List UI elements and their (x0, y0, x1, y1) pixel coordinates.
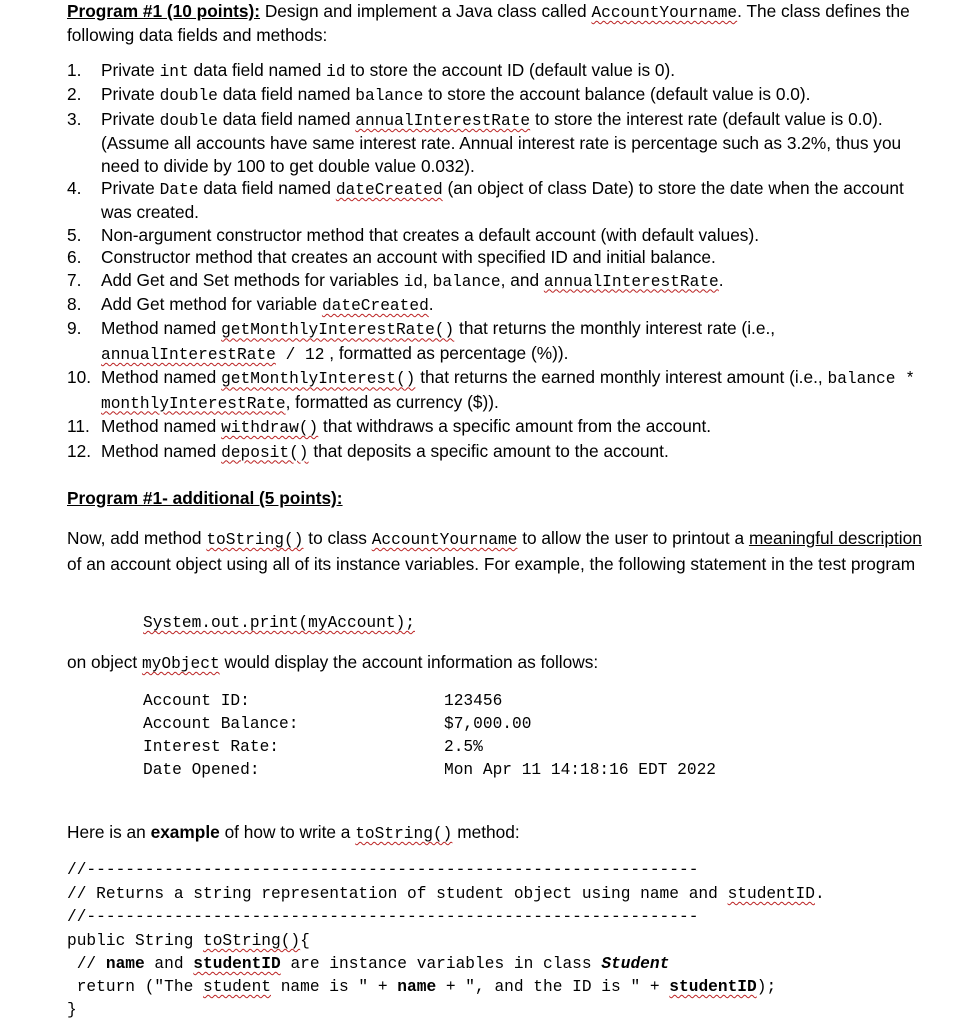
requirement-text: Constructor method that creates an account with specified ID and initial balance. (101, 247, 716, 268)
meaningful-description-link[interactable]: meaningful description (748, 528, 922, 548)
requirement-text: that returns the monthly interest rate (i.e., (454, 318, 776, 339)
code-identifier: withdraw() (221, 419, 319, 438)
sample-value: $7,000.00 (444, 715, 532, 733)
requirement-number: 3. (67, 108, 82, 129)
requirement-text: Private (101, 60, 160, 80)
requirement-item (67, 83, 927, 107)
requirement-text: Method named (101, 440, 222, 461)
requirement-item (67, 224, 927, 246)
requirement-text: to store the account balance (default value is 0.0). (423, 84, 811, 105)
example-intro (67, 821, 927, 845)
code-identifier: int (159, 63, 189, 81)
tostring-method-ref: toString() (206, 531, 304, 549)
print-statement: System.out.print(myAccount); (143, 614, 415, 632)
code-identifier: deposit() (221, 443, 309, 462)
on-object-line (67, 651, 927, 675)
requirement-text: data field named (217, 108, 356, 129)
code-comment: // Returns a string representation of student object using name and studentID. (67, 885, 825, 903)
sample-label: Account ID: (143, 692, 250, 710)
class-name: AccountYourname (591, 4, 738, 22)
code-close-brace: } (67, 1001, 77, 1019)
code-identifier: id (326, 63, 346, 81)
sample-value: 123456 (444, 692, 503, 710)
requirement-text: data field named (198, 178, 336, 199)
additional-text-d: of an account object using all of its instance variables. For example, the following statement in the test program (67, 553, 916, 574)
additional-text-b: to class (308, 528, 367, 548)
requirement-number: 1. (67, 60, 82, 80)
code-identifier: annualInterestRate (543, 272, 719, 291)
requirement-item (67, 317, 927, 366)
requirement-number: 10. (67, 367, 92, 388)
requirement-text: Add Get method for variable (101, 294, 322, 315)
requirement-text: Private (101, 84, 160, 105)
requirement-item (67, 440, 927, 464)
code-identifier: annualInterestRate (355, 111, 531, 130)
requirement-text: to store the account ID (default value is 0). (345, 60, 676, 80)
requirement-item (67, 269, 927, 293)
sample-label: Date Opened: (143, 761, 260, 779)
requirement-text: . (428, 294, 434, 315)
requirement-text: . (718, 269, 724, 290)
requirement-text: , formatted as percentage (%)). (324, 342, 569, 363)
requirement-number: 5. (67, 224, 82, 245)
example-text-b: of how to write a (224, 822, 351, 842)
additional-paragraph (67, 527, 927, 576)
program1-intro (67, 0, 927, 46)
sample-value: 2.5% (444, 738, 483, 756)
code-identifier: id (403, 272, 424, 291)
code-identifier: double (159, 111, 218, 130)
program1-title: Program #1 (10 points): (67, 1, 261, 21)
requirement-text: , formatted as currency ($)). (285, 391, 499, 412)
requirement-text: that deposits a specific amount to the account. (308, 440, 669, 461)
requirement-text: Non-argument constructor method that creates a default account (with default values). (101, 224, 759, 245)
requirement-number: 7. (67, 269, 82, 290)
requirement-text: Method named (101, 367, 222, 388)
code-signature: public String toString(){ (67, 932, 310, 950)
intro-text-b: . The class defines the following data fields and methods: (67, 1, 910, 45)
requirement-item (67, 177, 927, 224)
requirement-item (67, 108, 927, 177)
code-identifier: / 12 (275, 345, 325, 364)
code-return-line: return ("The student name is " + name + ", and the ID is " + studentID); (67, 978, 777, 996)
requirement-text: Method named (101, 318, 222, 339)
requirement-text: that returns the earned monthly interest amount (i.e., (415, 367, 828, 388)
code-identifier: balance (432, 272, 501, 291)
requirement-number: 6. (67, 247, 82, 268)
requirements-list (67, 59, 927, 464)
requirement-text: that withdraws a specific amount from the account. (318, 416, 712, 437)
example-text-c: method: (457, 822, 520, 842)
code-identifier: double (159, 87, 218, 106)
requirement-number: 2. (67, 84, 82, 105)
requirement-item (67, 366, 927, 415)
code-identifier: Date (159, 181, 199, 200)
requirement-text: Private (101, 108, 160, 129)
additional-text-c: to allow the user to printout a (522, 528, 745, 548)
requirement-text: Method named (101, 416, 222, 437)
code-comment-line: // name and studentID are instance variables in class Student (67, 955, 670, 973)
on-object-text-a: on object (67, 652, 138, 672)
requirement-text: (an object of class Date) to store the date when the account was created. (101, 178, 904, 223)
requirement-text: Private (101, 178, 160, 199)
on-object-text-b: would display the account information as follows: (224, 652, 599, 672)
requirement-number: 12. (67, 440, 92, 461)
code-identifier: monthlyInterestRate (101, 394, 286, 413)
requirement-item (67, 293, 927, 317)
code-identifier: dateCreated (335, 181, 443, 200)
requirement-number: 9. (67, 318, 82, 339)
intro-text-a: Design and implement a Java class called (264, 1, 587, 21)
code-divider-bottom: //--------------------------------------------------------------- (67, 908, 699, 926)
sample-label: Account Balance: (143, 715, 299, 733)
requirement-item (67, 415, 927, 439)
requirement-number: 8. (67, 294, 82, 315)
requirement-text: data field named (188, 60, 327, 80)
requirement-item (67, 59, 927, 83)
requirement-text: , (423, 269, 433, 290)
requirement-number: 11. (67, 416, 90, 437)
code-identifier: getMonthlyInterest() (221, 370, 416, 389)
requirement-text: data field named (217, 84, 356, 105)
tostring-example-ref: toString() (355, 825, 453, 843)
code-divider-top: //--------------------------------------------------------------- (67, 861, 699, 879)
code-identifier: getMonthlyInterestRate() (221, 321, 455, 340)
requirement-text: Add Get and Set methods for variables (101, 269, 404, 290)
myobject-ref: myObject (141, 655, 220, 673)
code-identifier: balance * (827, 370, 915, 389)
sample-label: Interest Rate: (143, 738, 279, 756)
requirement-number: 4. (67, 178, 82, 199)
example-text-a: Here is an (67, 822, 146, 842)
code-identifier: dateCreated (321, 297, 429, 316)
code-identifier: balance (355, 87, 424, 106)
additional-text-a: Now, add method (67, 528, 202, 548)
code-identifier: annualInterestRate (101, 345, 276, 364)
requirement-item (67, 246, 927, 268)
additional-title: Program #1- additional (5 points): (67, 488, 343, 508)
requirement-text: , and (500, 269, 544, 290)
requirement-text: to store the interest rate (default value is 0.0). (Assume all accounts have same interest rate. Annual interest rate is percentage such as 3.2%, thus you need to divide by 100 to get double value 0.032). (101, 108, 902, 176)
sample-value: Mon Apr 11 14:18:16 EDT 2022 (444, 761, 716, 779)
class-name-ref: AccountYourname (371, 531, 518, 549)
example-bold: example (150, 822, 220, 842)
